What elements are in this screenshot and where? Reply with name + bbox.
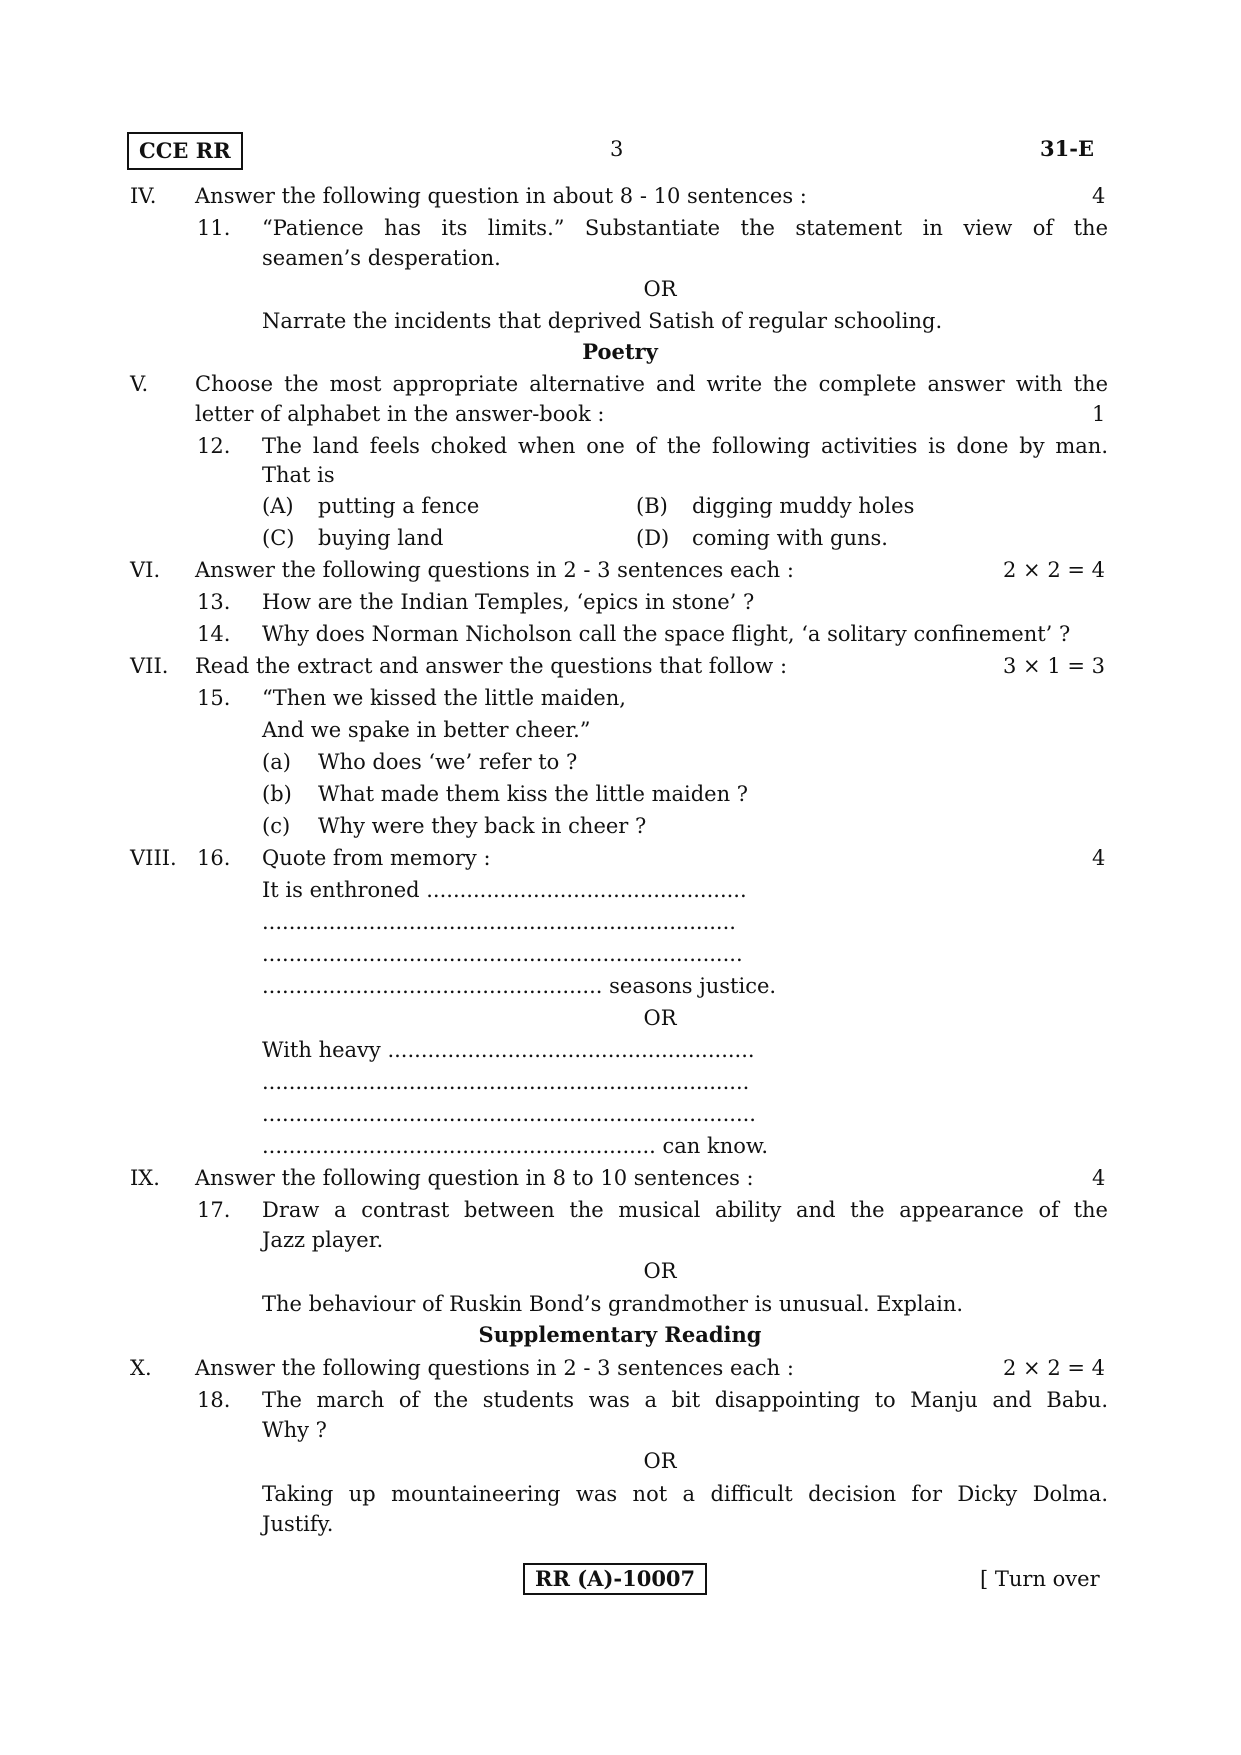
section-number: V. xyxy=(130,372,149,396)
section-marks: 4 xyxy=(1092,846,1106,870)
section-marks: 1 xyxy=(1092,402,1106,426)
header-code-right: 31-E xyxy=(1040,136,1094,161)
subquestion-letter: (c) xyxy=(262,814,291,838)
extract-line: “Then we kissed the little maiden, xyxy=(262,686,626,710)
option-text: coming with guns. xyxy=(692,526,888,550)
section-number: IX. xyxy=(130,1166,160,1190)
question-text: Draw a contrast between the musical ability and the appearance of the xyxy=(262,1198,1108,1222)
question-alt-text: Narrate the incidents that deprived Satish of regular schooling. xyxy=(262,309,943,333)
option-letter: (C) xyxy=(262,526,295,550)
question-alt-text: Taking up mountaineering was not a difficult decision for Dicky Dolma. xyxy=(262,1482,1108,1506)
question-number: 18. xyxy=(197,1388,231,1412)
question-text: That is xyxy=(262,463,335,487)
poem-line: It is enthroned ................................................ xyxy=(262,878,747,902)
subquestion-text: Why were they back in cheer ? xyxy=(318,814,647,838)
section-instruction: letter of alphabet in the answer-book : xyxy=(195,402,605,426)
poem-line: With heavy ....................................................... xyxy=(262,1038,755,1062)
subquestion-letter: (a) xyxy=(262,750,291,774)
turn-over-note: [ Turn over xyxy=(980,1567,1100,1591)
question-text: The march of the students was a bit disappointing to Manju and Babu. xyxy=(262,1388,1108,1412)
section-number: VII. xyxy=(130,654,169,678)
section-instruction: Answer the following question in about 8 - 10 sentences : xyxy=(195,184,807,208)
section-instruction: Read the extract and answer the questions that follow : xyxy=(195,654,788,678)
section-number: VIII. xyxy=(130,846,177,870)
option-letter: (D) xyxy=(636,526,670,550)
question-number: 14. xyxy=(197,622,231,646)
section-instruction: Answer the following questions in 2 - 3 sentences each : xyxy=(195,1356,794,1380)
or-separator: OR xyxy=(643,1449,677,1473)
subquestion-text: Who does ‘we’ refer to ? xyxy=(318,750,578,774)
subquestion-text: What made them kiss the little maiden ? xyxy=(318,782,749,806)
section-marks: 2 × 2 = 4 xyxy=(1003,1356,1105,1380)
question-alt-text: The behaviour of Ruskin Bond’s grandmother is unusual. Explain. xyxy=(262,1292,964,1316)
option-text: digging muddy holes xyxy=(692,494,915,518)
page-number: 3 xyxy=(610,137,624,161)
or-separator: OR xyxy=(643,1259,677,1283)
heading-supplementary-reading: Supplementary Reading xyxy=(478,1322,762,1347)
section-instruction: Answer the following questions in 2 - 3 sentences each : xyxy=(195,558,794,582)
section-marks: 4 xyxy=(1092,184,1106,208)
section-instruction: Choose the most appropriate alternative and write the complete answer with the xyxy=(195,372,1108,396)
or-separator: OR xyxy=(643,1006,677,1030)
question-text: Jazz player. xyxy=(262,1228,384,1252)
or-separator: OR xyxy=(643,277,677,301)
question-text: How are the Indian Temples, ‘epics in stone’ ? xyxy=(262,590,755,614)
subquestion-letter: (b) xyxy=(262,782,292,806)
section-marks: 3 × 1 = 3 xyxy=(1003,654,1105,678)
poem-line: ....................................................................... xyxy=(262,910,736,934)
section-number: IV. xyxy=(130,184,157,208)
question-text: “Patience has its limits.” Substantiate the statement in view of the xyxy=(262,216,1108,240)
section-number: VI. xyxy=(130,558,161,582)
option-text: putting a fence xyxy=(318,494,480,518)
section-marks: 2 × 2 = 4 xyxy=(1003,558,1105,582)
question-text: seamen’s desperation. xyxy=(262,246,501,270)
question-number: 11. xyxy=(197,216,231,240)
section-instruction: Answer the following question in 8 to 10 sentences : xyxy=(195,1166,754,1190)
extract-line: And we spake in better cheer.” xyxy=(262,718,591,742)
poem-line: ........................................................... can know. xyxy=(262,1134,769,1158)
question-text: Why ? xyxy=(262,1418,327,1442)
question-number: 13. xyxy=(197,590,231,614)
section-instruction: Quote from memory : xyxy=(262,846,491,870)
question-text: The land feels choked when one of the following activities is done by man. xyxy=(262,434,1108,458)
poem-line: ................................................... seasons justice. xyxy=(262,974,777,998)
section-number: X. xyxy=(130,1356,152,1380)
question-alt-text: Justify. xyxy=(262,1512,334,1536)
question-number: 15. xyxy=(197,686,231,710)
option-text: buying land xyxy=(318,526,444,550)
heading-poetry: Poetry xyxy=(582,339,658,364)
poem-line: ........................................................................ xyxy=(262,942,743,966)
option-letter: (B) xyxy=(636,494,668,518)
poem-line: .......................................................................... xyxy=(262,1102,756,1126)
header-code-left: CCE RR xyxy=(127,132,243,170)
question-number: 16. xyxy=(197,846,231,870)
question-number: 12. xyxy=(197,434,231,458)
question-text: Why does Norman Nicholson call the space flight, ‘a solitary confinement’ ? xyxy=(262,622,1071,646)
question-number: 17. xyxy=(197,1198,231,1222)
poem-line: ......................................................................... xyxy=(262,1070,750,1094)
section-marks: 4 xyxy=(1092,1166,1106,1190)
footer-code: RR (A)-10007 xyxy=(523,1563,707,1595)
option-letter: (A) xyxy=(262,494,294,518)
